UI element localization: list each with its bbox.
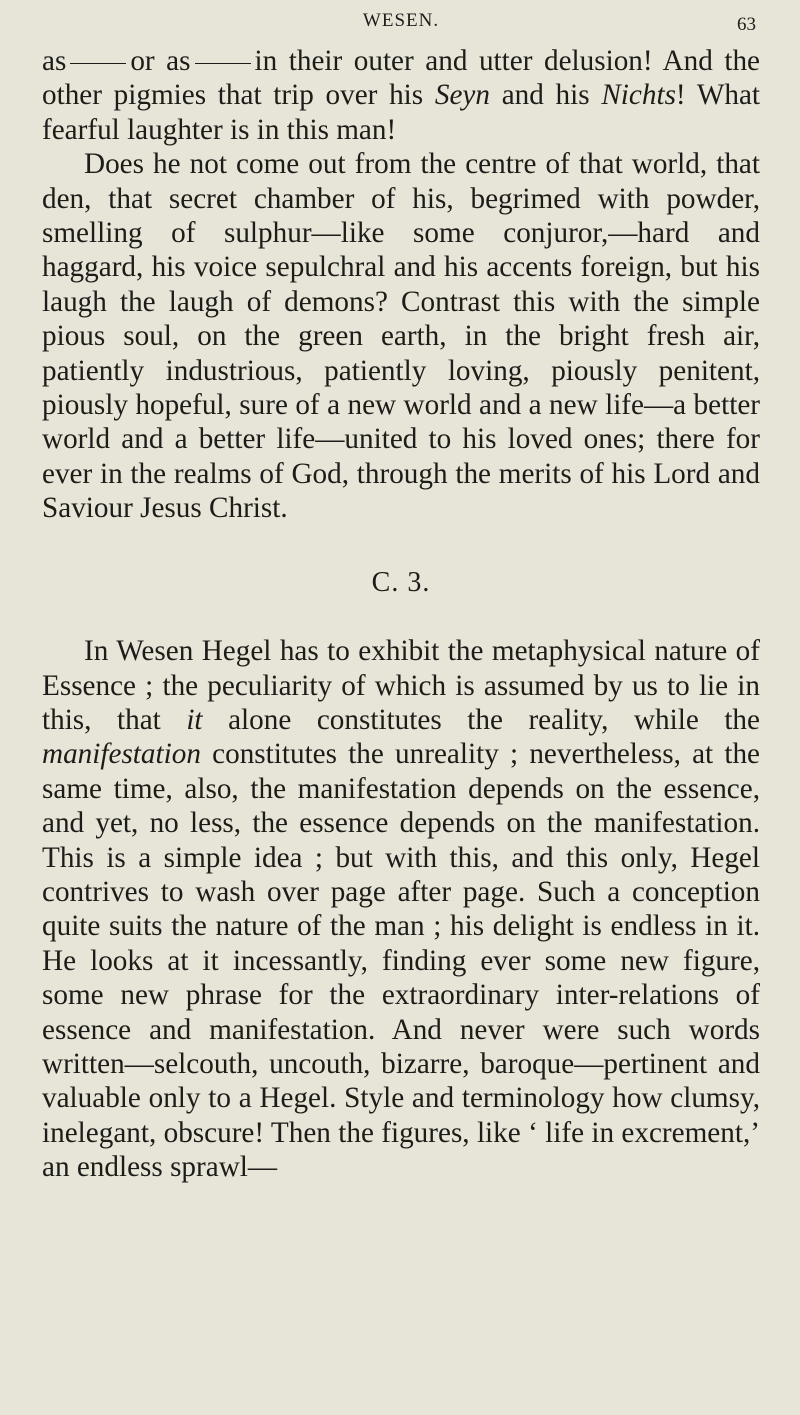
italic-term-nichts: Nichts: [601, 79, 676, 112]
italic-word-it: it: [186, 703, 203, 736]
italic-term-seyn: Seyn: [434, 79, 490, 112]
text-run: alone constitutes the reality, while the: [228, 703, 760, 736]
paragraph-continuation: [42, 44, 760, 147]
running-title: WESEN.: [362, 10, 440, 31]
text-run: as: [42, 45, 67, 77]
em-dash-rule: [195, 63, 251, 64]
text-run: and his: [501, 79, 590, 112]
section-heading: C. 3.: [371, 566, 431, 598]
text-run: in their outer and utter delusion! And the other pigmies that trip over his: [42, 45, 760, 112]
text-run: In Wesen Hegel has to exhibit the metaphysical nature of Essence ; the peculiarity of which is assumed by us to lie in this, that: [42, 635, 760, 736]
paragraph: Does he not come out from the centre of that world, that den, that secret chamber of his, begrimed with powder, smelling of sulphur—like some conjuror,—hard and haggard, his voice sepulchral and his accents foreign, but his laugh the laugh of demons? Contrast this with the simple pious soul, on the green earth, in the bright fresh air, patiently industrious, patiently loving, piously penitent, piously hopeful, sure of a new world and a new life—a better world and a better life—united to his loved ones; there for ever in the realms of God, through the merits of his Lord and Saviour Jesus Christ.: [42, 148, 760, 525]
text-run: ! What fearful laughter is in this man!: [42, 79, 761, 146]
text-run: constitutes the unreality ; nevertheless, at the same time, also, the manifestation depends on the essence, and yet, no less, the essence depends on the manifestation. This is a simple idea ; but with this, and this only, Hegel contrives to wash over page after page. Such a conception quite suits the nature of the man ; his delight is endless in it. He looks at it incessantly, finding ever some new figure, some new phrase for the extraordinary inter-relations of essence and manifestation. And never were such words written—selcouth, uncouth, bizarre, baroque—pertinent and valuable only to a Hegel. Style and terminology how clumsy, inelegant, obscure! Then the figures, like ‘ life in excrement,’ an endless sprawl—: [42, 738, 761, 1184]
text-run: or as: [130, 45, 191, 77]
body-text: [42, 44, 760, 1185]
italic-word-manifestation: manifestation: [42, 738, 201, 771]
em-dash-rule: [70, 63, 126, 64]
paragraph: [42, 634, 760, 1185]
page-number: 63: [737, 14, 756, 35]
running-head: [42, 10, 760, 44]
